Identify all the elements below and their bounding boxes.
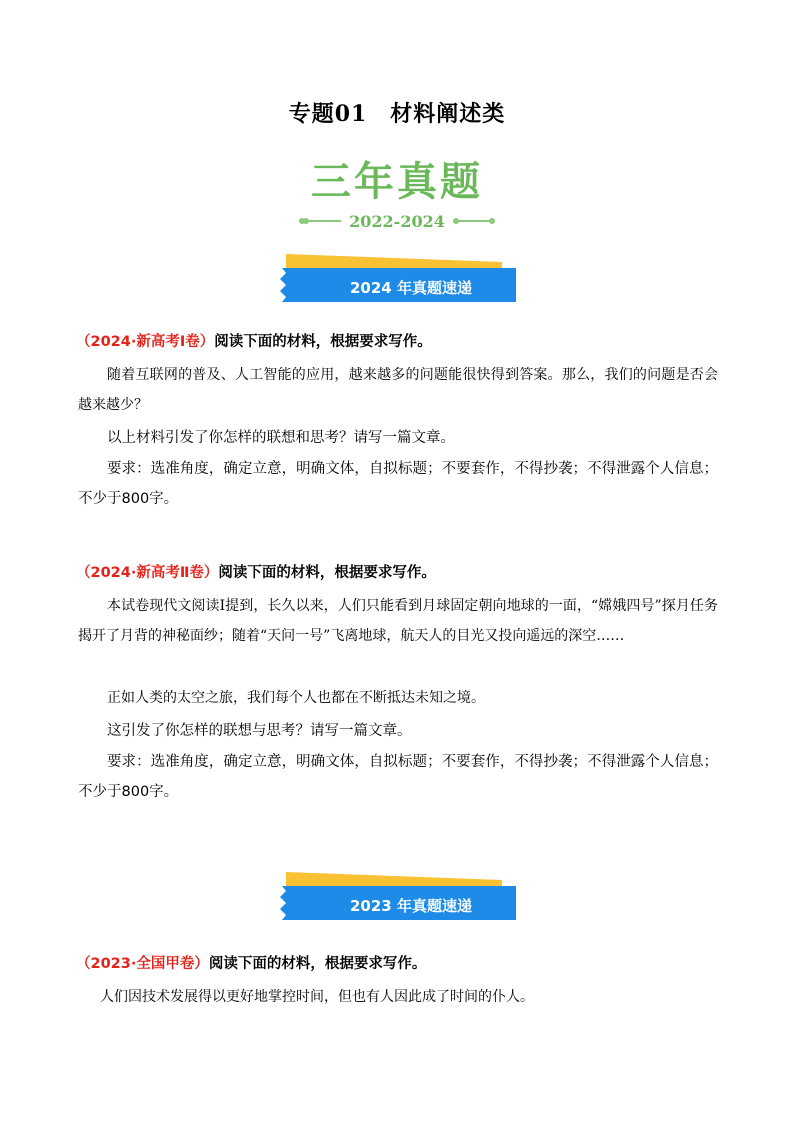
years-range-text: 2022-2024: [349, 211, 445, 231]
requirement-paragraph: 要求：选准角度，确定立意，明确文体，自拟标题；不要套作，不得抄袭；不得泄露个人信息；不少于800字。: [78, 754, 718, 800]
question-heading: [76, 561, 436, 582]
question-source: （2024·新高考Ⅰ卷）: [76, 334, 215, 350]
section-banner-label: 2023 年真题速递: [350, 897, 472, 915]
material-paragraph: 人们因技术发展得以更好地掌控时间，但也有人因此成了时间的仆人。: [100, 989, 534, 1005]
question-source: （2024·新高考Ⅱ卷）: [76, 565, 219, 581]
question-heading: [76, 330, 432, 351]
material-paragraph: 本试卷现代文阅读Ⅰ提到，长久以来，人们只能看到月球固定朝向地球的一面，“嫦娥四号”探月任务揭开了月背的神秘面纱；随着“天问一号”飞离地球，航天人的目光又投向遥远的深空……: [78, 598, 718, 644]
page-title: 专题01 材料阐述类: [288, 101, 506, 127]
requirement-paragraph: 要求：选准角度，确定立意，明确文体，自拟标题；不要套作，不得抄袭；不得泄露个人信息；不少于800字。: [78, 461, 718, 507]
big-title: 三年真题: [311, 159, 483, 205]
question-instruction: 阅读下面的材料，根据要求写作。: [214, 334, 432, 350]
section-banner-2023: [276, 870, 516, 922]
section-banner-2024: [276, 252, 516, 304]
section-banner-label: 2024 年真题速递: [350, 279, 472, 297]
years-range: [0, 210, 794, 232]
question-instruction: 阅读下面的材料，根据要求写作。: [218, 565, 436, 581]
question-heading: [76, 952, 426, 973]
prompt-paragraph: 以上材料引发了你怎样的联想和思考？请写一篇文章。: [107, 430, 455, 446]
question-source: （2023·全国甲卷）: [76, 956, 209, 972]
years-line-left: [303, 220, 341, 222]
material-paragraph: 随着互联网的普及、人工智能的应用，越来越多的问题能很快得到答案。那么，我们的问题是否会越来越少？: [78, 367, 718, 413]
material-paragraph: 正如人类的太空之旅，我们每个人也都在不断抵达未知之境。: [107, 690, 485, 706]
prompt-paragraph: 这引发了你怎样的联想与思考？请写一篇文章。: [107, 723, 412, 739]
question-instruction: 阅读下面的材料，根据要求写作。: [208, 956, 427, 972]
years-line-right: [453, 220, 491, 222]
